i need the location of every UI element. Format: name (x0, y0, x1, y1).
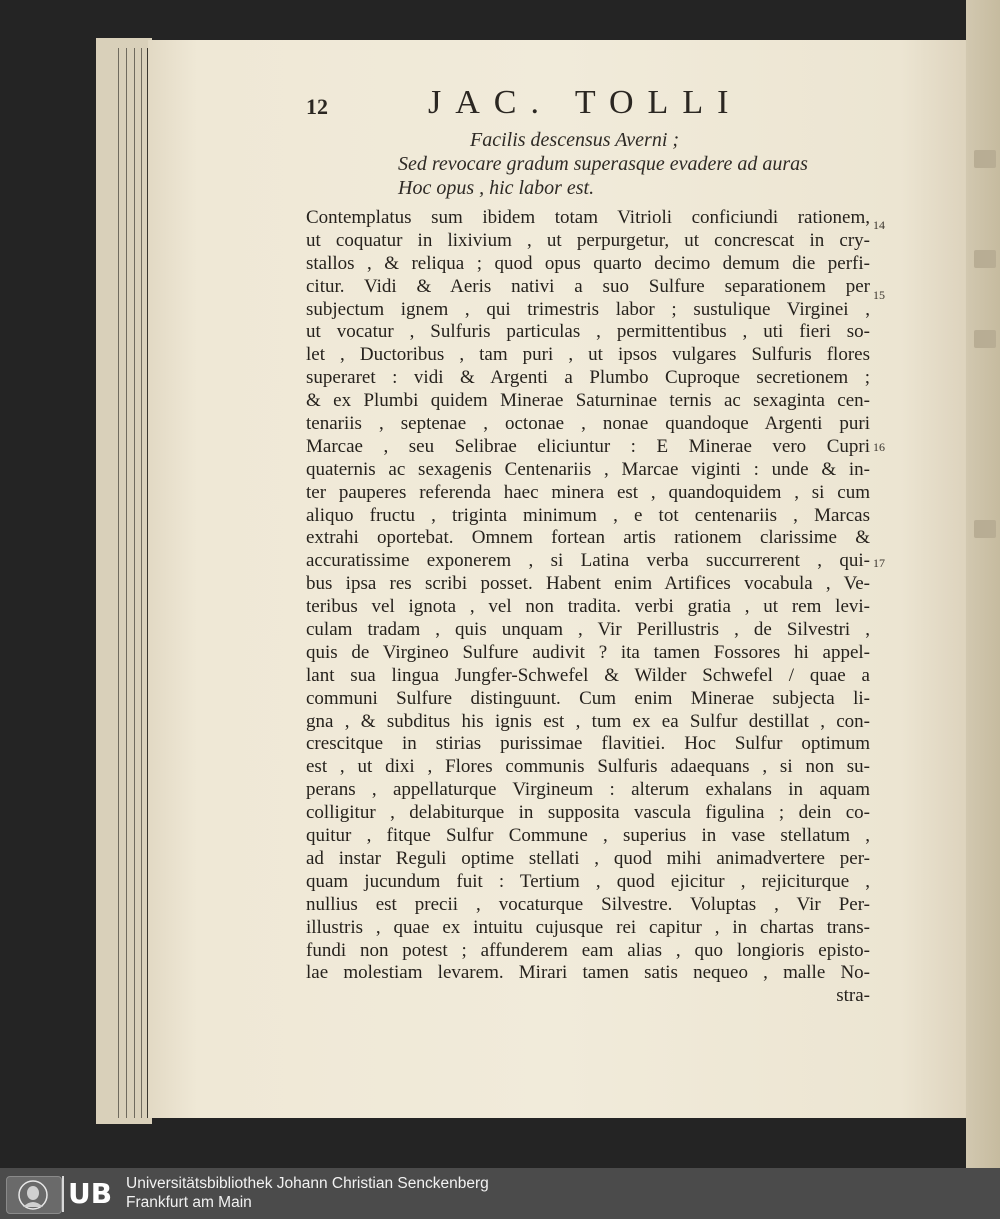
text-line: nullius est precii , vocaturque Silvestre. Voluptas , Vir Per- (306, 893, 870, 915)
margin-number: 15 (873, 288, 885, 302)
text-line: gna , & subditus his ignis est , tum ex ea Sulfur destillat , con- (306, 710, 870, 732)
text-line: quam jucundum fuit : Tertium , quod ejicitur , rejiciturque , (306, 870, 870, 892)
institution-name[interactable] (126, 1174, 489, 1212)
text-line: bus ipsa res scribi posset. Habent enim Artifices vocabula , Ve- (306, 573, 870, 595)
text-line: superaret : vidi & Argenti a Plumbo Cuproque secretionem ; (306, 367, 870, 389)
page-header (306, 84, 866, 124)
leaf-line (126, 48, 127, 1118)
text-line: quaternis ac sexagenis Centenariis , Marcae viginti : unde & in- (306, 458, 870, 480)
page-stack-edge (96, 38, 152, 1124)
epigraph-line: Sed revocare gradum superasque evadere ad auras (398, 153, 808, 175)
text-line: teribus vel ignota , vel non tradita. verbi gratia , ut rem levi- (306, 596, 870, 618)
running-head: JAC. TOLLI (428, 84, 743, 121)
text-line: ut vocatur , Sulfuris particulas , permittentibus , uti fieri so- (306, 321, 870, 343)
text-line: culam tradam , quis unquam , Vir Perillustris , de Silvestri , (306, 619, 870, 641)
text-line: lant sua lingua Jungfer-Schwefel & Wilder Schwefel / quae a (306, 664, 870, 686)
margin-number: 17 (873, 556, 885, 570)
text-line: citur. Vidi & Aeris nativi a suo Sulfure separationem per (306, 275, 870, 297)
text-line: ut coquatur in lixivium , ut perpurgetur, ut concrescat in cry- (306, 229, 870, 251)
leaf-line (134, 48, 135, 1118)
catchword: stra- (836, 985, 870, 1007)
text-line: & ex Plumbi quidem Minerae Saturninae ternis ac sexaginta cen- (306, 390, 870, 412)
leaf-line (141, 48, 142, 1118)
text-line: illustris , quae ex intuitu cujusque rei capitur , in chartas trans- (306, 916, 870, 938)
text-line: quitur , fitque Sulfur Commune , superius in vase stellatum , (306, 825, 870, 847)
text-line: stallos , & reliqua ; quod opus quarto decimo demum die perfi- (306, 252, 870, 274)
text-line: Marcae , seu Selibrae eliciuntur : E Minerae vero Cupri (306, 435, 870, 457)
text-line: tenariis , septenae , octonae , nonae quandoque Argenti puri (306, 413, 870, 435)
margin-number: 16 (873, 440, 885, 454)
text-line: est , ut dixi , Flores communis Sulfuris adaequans , si non su- (306, 756, 870, 778)
leaf-line (118, 48, 119, 1118)
epigraph (398, 128, 878, 200)
text-line: aliquo fructu , triginta minimum , e tot centenariis , Marcas (306, 504, 870, 526)
epigraph-line: Facilis descensus Averni ; (470, 129, 680, 151)
epigraph-line: Hoc opus , hic labor est. (398, 177, 595, 199)
text-line: colligitur , delabiturque in supposita vascula figulina ; dein co- (306, 802, 870, 824)
page-number: 12 (306, 94, 328, 119)
institution-line: Universitätsbibliothek Johann Christian Senckenberg (126, 1175, 489, 1192)
text-line: ad instar Reguli optime stellati , quod mihi animadvertere per- (306, 847, 870, 869)
text-line: extrahi oportebat. Omnem fortean artis rationem clarissime & (306, 527, 870, 549)
facing-page-edge (966, 0, 1000, 1168)
text-line: let , Ductoribus , tam puri , ut ipsos vulgares Sulfuris flores (306, 344, 870, 366)
library-footer (0, 1168, 1000, 1219)
body-text (306, 207, 870, 1008)
text-line: quis de Virgineo Sulfure audivit ? ita tamen Fossores hi appel- (306, 641, 870, 663)
margin-number: 14 (873, 218, 885, 232)
text-line: communi Sulfure distinguunt. Cum enim Minerae subjecta li- (306, 687, 870, 709)
text-line: subjectum ignem , qui trimestris labor ; sustulique Virginei , (306, 298, 870, 320)
text-line: fundi non potest ; affunderem eam alias , quo longioris episto- (306, 939, 870, 961)
text-line: crescitque in stirias purissimae flavitiei. Hoc Sulfur optimum (306, 733, 870, 755)
text-line: accuratissime exponerem , si Latina verba succurrerent , qui- (306, 550, 870, 572)
library-logo[interactable] (6, 1174, 114, 1214)
text-line: perans , appellaturque Virgineum : alterum exhalans in aquam (306, 779, 870, 801)
ub-logo-text: UB (62, 1176, 116, 1212)
portrait-icon (6, 1176, 62, 1214)
institution-line: Frankfurt am Main (126, 1194, 252, 1211)
text-line: lae molestiam levarem. Mirari tamen satis nequeo , malle No- (306, 962, 870, 984)
text-line: ter pauperes referenda haec minera est , quandoquidem , si cum (306, 481, 870, 503)
text-line: Contemplatus sum ibidem totam Vitrioli conficiundi rationem, (306, 207, 870, 228)
